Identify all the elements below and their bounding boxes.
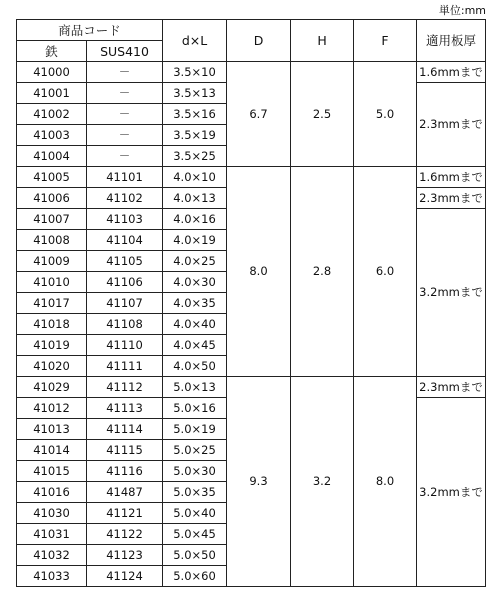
- dxl-value: 5.0×40: [163, 503, 227, 524]
- iron-code: 41018: [17, 314, 87, 335]
- dxl-value: 4.0×30: [163, 272, 227, 293]
- header-dxl: d×L: [163, 20, 227, 62]
- iron-code: 41031: [17, 524, 87, 545]
- sus-code: 41487: [87, 482, 163, 503]
- thickness-value: 3.2mmまで: [417, 209, 486, 377]
- iron-code: 41016: [17, 482, 87, 503]
- iron-code: 41003: [17, 125, 87, 146]
- sus-code: －: [87, 146, 163, 167]
- sus-code: 41114: [87, 419, 163, 440]
- f-value: 5.0: [354, 62, 417, 167]
- sus-code: 41104: [87, 230, 163, 251]
- sus-code: 41112: [87, 377, 163, 398]
- iron-code: 41020: [17, 356, 87, 377]
- f-value: 8.0: [354, 377, 417, 587]
- h-value: 2.8: [291, 167, 354, 377]
- sus-code: 41111: [87, 356, 163, 377]
- table-row: [17, 62, 486, 83]
- thickness-value: 1.6mmまで: [417, 62, 486, 83]
- dxl-value: 5.0×16: [163, 398, 227, 419]
- thickness-value: 1.6mmまで: [417, 167, 486, 188]
- sus-code: 41113: [87, 398, 163, 419]
- iron-code: 41007: [17, 209, 87, 230]
- iron-code: 41029: [17, 377, 87, 398]
- iron-code: 41005: [17, 167, 87, 188]
- dxl-value: 4.0×25: [163, 251, 227, 272]
- dxl-value: 5.0×13: [163, 377, 227, 398]
- h-value: 2.5: [291, 62, 354, 167]
- dxl-value: 4.0×50: [163, 356, 227, 377]
- dxl-value: 4.0×45: [163, 335, 227, 356]
- header-product-code: 商品コード: [17, 20, 163, 41]
- sus-code: 41101: [87, 167, 163, 188]
- iron-code: 41013: [17, 419, 87, 440]
- d-value: 9.3: [227, 377, 291, 587]
- dxl-value: 3.5×19: [163, 125, 227, 146]
- thickness-value: 2.3mmまで: [417, 83, 486, 167]
- header-sus: SUS410: [87, 41, 163, 62]
- d-value: 6.7: [227, 62, 291, 167]
- dxl-value: 4.0×13: [163, 188, 227, 209]
- dxl-value: 3.5×16: [163, 104, 227, 125]
- iron-code: 41032: [17, 545, 87, 566]
- sus-code: 41124: [87, 566, 163, 587]
- thickness-value: 2.3mmまで: [417, 188, 486, 209]
- sus-code: 41116: [87, 461, 163, 482]
- dxl-value: 5.0×45: [163, 524, 227, 545]
- dxl-value: 5.0×25: [163, 440, 227, 461]
- iron-code: 41000: [17, 62, 87, 83]
- iron-code: 41017: [17, 293, 87, 314]
- iron-code: 41002: [17, 104, 87, 125]
- sus-code: 41115: [87, 440, 163, 461]
- iron-code: 41010: [17, 272, 87, 293]
- sus-code: 41110: [87, 335, 163, 356]
- iron-code: 41033: [17, 566, 87, 587]
- iron-code: 41009: [17, 251, 87, 272]
- sus-code: －: [87, 125, 163, 146]
- table-row: [17, 377, 486, 398]
- dxl-value: 4.0×35: [163, 293, 227, 314]
- sus-code: －: [87, 104, 163, 125]
- thickness-value: 2.3mmまで: [417, 377, 486, 398]
- iron-code: 41019: [17, 335, 87, 356]
- thickness-value: 3.2mmまで: [417, 398, 486, 587]
- iron-code: 41008: [17, 230, 87, 251]
- sus-code: 41106: [87, 272, 163, 293]
- iron-code: 41004: [17, 146, 87, 167]
- sus-code: －: [87, 62, 163, 83]
- sus-code: 41103: [87, 209, 163, 230]
- sus-code: 41121: [87, 503, 163, 524]
- dxl-value: 4.0×19: [163, 230, 227, 251]
- header-thickness: 適用板厚: [417, 20, 486, 62]
- d-value: 8.0: [227, 167, 291, 377]
- iron-code: 41001: [17, 83, 87, 104]
- iron-code: 41012: [17, 398, 87, 419]
- iron-code: 41006: [17, 188, 87, 209]
- dxl-value: 5.0×30: [163, 461, 227, 482]
- f-value: 6.0: [354, 167, 417, 377]
- header-f: F: [354, 20, 417, 62]
- iron-code: 41015: [17, 461, 87, 482]
- dxl-value: 3.5×10: [163, 62, 227, 83]
- dxl-value: 5.0×60: [163, 566, 227, 587]
- header-iron: 鉄: [17, 41, 87, 62]
- header-h: H: [291, 20, 354, 62]
- dxl-value: 5.0×19: [163, 419, 227, 440]
- dxl-value: 5.0×50: [163, 545, 227, 566]
- dxl-value: 3.5×25: [163, 146, 227, 167]
- dxl-value: 4.0×10: [163, 167, 227, 188]
- iron-code: 41030: [17, 503, 87, 524]
- iron-code: 41014: [17, 440, 87, 461]
- h-value: 3.2: [291, 377, 354, 587]
- dxl-value: 4.0×40: [163, 314, 227, 335]
- sus-code: －: [87, 83, 163, 104]
- sus-code: 41107: [87, 293, 163, 314]
- table-row: [17, 167, 486, 188]
- spec-table: [16, 19, 486, 587]
- sus-code: 41122: [87, 524, 163, 545]
- dxl-value: 4.0×16: [163, 209, 227, 230]
- sus-code: 41108: [87, 314, 163, 335]
- header-d: D: [227, 20, 291, 62]
- sus-code: 41105: [87, 251, 163, 272]
- dxl-value: 5.0×35: [163, 482, 227, 503]
- unit-label: 単位:mm: [438, 4, 486, 17]
- sus-code: 41102: [87, 188, 163, 209]
- dxl-value: 3.5×13: [163, 83, 227, 104]
- sus-code: 41123: [87, 545, 163, 566]
